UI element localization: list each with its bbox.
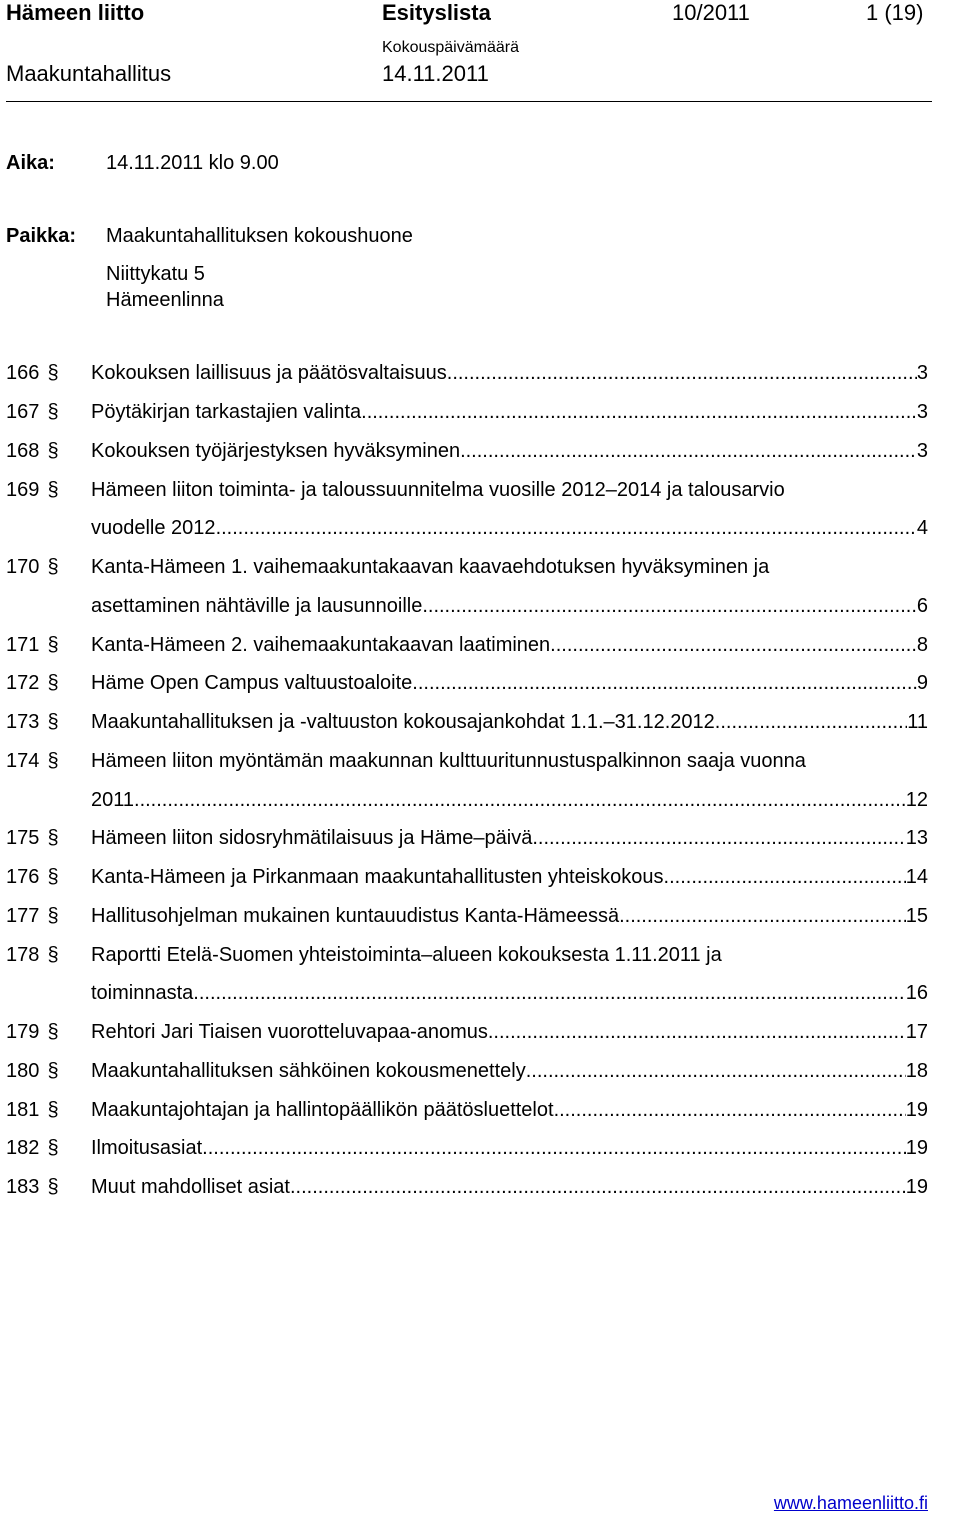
section-sign-icon: § (47, 672, 59, 694)
toc-item-page: 9 (916, 672, 928, 694)
section-sign-icon: § (47, 866, 59, 888)
section-sign-icon: § (47, 1099, 59, 1121)
toc-item-page: 3 (916, 401, 928, 423)
toc-item-title-cont: asettaminen nähtäville ja lausunnoille (91, 595, 423, 617)
toc-item[interactable] (91, 827, 928, 850)
dot-leader (550, 634, 917, 657)
toc-item-title[interactable]: Hämeen liiton myöntämän maakunnan kulttuuritunnustuspalkinnon saaja vuonna (91, 750, 806, 772)
section-sign-icon: § (47, 905, 59, 927)
section-sign-icon: § (47, 401, 59, 423)
toc-item-number: 179 (6, 1021, 40, 1043)
toc-item[interactable] (91, 866, 928, 889)
toc-item[interactable] (91, 362, 928, 385)
section-sign-icon: § (47, 1137, 59, 1159)
place-label: Paikka: (6, 225, 77, 247)
toc-item-page: 18 (905, 1060, 928, 1082)
page-indicator: 1 (19) (866, 0, 924, 25)
dot-leader (216, 517, 917, 540)
place-street: Niittykatu 5 (106, 263, 205, 285)
time-value: 14.11.2011 klo 9.00 (106, 152, 279, 174)
toc-item-number: 166 (6, 362, 40, 384)
document-number: 10/2011 (672, 0, 750, 25)
section-sign-icon: § (47, 1176, 59, 1198)
dot-leader (532, 827, 905, 850)
toc-item[interactable] (91, 982, 928, 1005)
toc-item-page: 4 (916, 517, 928, 539)
toc-item-title-cont: 2011 (91, 789, 135, 811)
section-sign-icon: § (47, 944, 59, 966)
website-link[interactable]: www.hameenliitto.fi (773, 1493, 928, 1513)
toc-item[interactable] (91, 517, 928, 540)
dot-leader (488, 1021, 906, 1044)
toc-item-number: 180 (6, 1060, 40, 1082)
dot-leader (664, 866, 906, 889)
toc-item[interactable] (91, 1137, 928, 1160)
toc-item-title: Hallitusohjelman mukainen kuntauudistus Kanta-Hämeessä (91, 905, 620, 927)
section-sign-icon: § (47, 362, 59, 384)
toc-item[interactable] (91, 1021, 928, 1044)
toc-item-page: 6 (916, 595, 928, 617)
toc-item-page: 19 (905, 1176, 928, 1198)
toc-item-number: 168 (6, 440, 40, 462)
document-type: Esityslista (382, 0, 491, 25)
toc-item-title: Kanta-Hämeen ja Pirkanmaan maakuntahallitusten yhteiskokous (91, 866, 664, 888)
dot-leader (202, 1137, 906, 1160)
toc-item-number: 170 (6, 556, 40, 578)
dot-leader (526, 1060, 906, 1083)
dot-leader (715, 711, 907, 734)
toc-item-number: 177 (6, 905, 40, 927)
dot-leader (361, 401, 917, 424)
toc-item-title: Hämeen liiton sidosryhmätilaisuus ja Häme–päivä (91, 827, 533, 849)
toc-item-page: 12 (905, 789, 928, 811)
place-city: Hämeenlinna (106, 289, 224, 311)
dot-leader (422, 595, 917, 618)
toc-item[interactable] (91, 634, 928, 657)
section-sign-icon: § (47, 440, 59, 462)
toc-item-title: Maakuntahallituksen sähköinen kokousmenettely (91, 1060, 526, 1082)
section-sign-icon: § (47, 634, 59, 656)
dot-leader (460, 440, 917, 463)
toc-item[interactable] (91, 672, 928, 695)
toc-item[interactable] (91, 905, 928, 928)
toc-item-page: 15 (905, 905, 928, 927)
toc-item-title: Pöytäkirjan tarkastajien valinta (91, 401, 362, 423)
toc-item-title[interactable]: Hämeen liiton toiminta- ja taloussuunnitelma vuosille 2012–2014 ja talousarvio (91, 479, 785, 501)
toc-item-page: 19 (905, 1137, 928, 1159)
dot-leader (193, 982, 905, 1005)
toc-item-title: Rehtori Jari Tiaisen vuorotteluvapaa-anomus (91, 1021, 488, 1043)
toc-item-number: 181 (6, 1099, 40, 1121)
toc-item-title: Häme Open Campus valtuustoaloite (91, 672, 413, 694)
dot-leader (619, 905, 906, 928)
date-label: Kokouspäivämäärä (382, 39, 519, 56)
toc-item-number: 178 (6, 944, 40, 966)
toc-item[interactable] (91, 789, 928, 812)
toc-item-page: 11 (907, 711, 928, 733)
toc-item-title: Maakuntahallituksen ja -valtuuston kokousajankohdat 1.1.–31.12.2012 (91, 711, 715, 733)
toc-item-title[interactable]: Kanta-Hämeen 1. vaihemaakuntakaavan kaavaehdotuksen hyväksyminen ja (91, 556, 770, 578)
toc-item-number: 182 (6, 1137, 40, 1159)
dot-leader (447, 362, 917, 385)
toc-item[interactable] (91, 711, 928, 734)
header-divider (6, 101, 932, 102)
toc-item-title: Kokouksen työjärjestyksen hyväksyminen (91, 440, 461, 462)
toc-item-title: Maakuntajohtajan ja hallintopäällikön päätösluettelot (91, 1099, 554, 1121)
toc-item-number: 183 (6, 1176, 40, 1198)
governing-body: Maakuntahallitus (6, 61, 172, 86)
place-room: Maakuntahallituksen kokoushuone (106, 225, 413, 247)
toc-item-number: 169 (6, 479, 40, 501)
dot-leader (554, 1099, 906, 1122)
toc-item-number: 171 (6, 634, 40, 656)
toc-item[interactable] (91, 595, 928, 618)
toc-item-page: 17 (905, 1021, 928, 1043)
toc-item-page: 3 (916, 440, 928, 462)
toc-item-page: 19 (905, 1099, 928, 1121)
toc-item[interactable] (91, 401, 928, 424)
toc-item-title: Kokouksen laillisuus ja päätösvaltaisuus (91, 362, 447, 384)
section-sign-icon: § (47, 556, 59, 578)
organization-name: Hämeen liitto (6, 0, 145, 25)
toc-item-number: 176 (6, 866, 40, 888)
toc-item-title: Ilmoitusasiat (91, 1137, 203, 1159)
toc-item-title: Muut mahdolliset asiat (91, 1176, 290, 1198)
section-sign-icon: § (47, 479, 59, 501)
toc-item-number: 167 (6, 401, 40, 423)
dot-leader (290, 1176, 906, 1199)
meeting-date: 14.11.2011 (382, 61, 489, 86)
toc-item[interactable] (91, 1060, 928, 1083)
toc-item-title: Kanta-Hämeen 2. vaihemaakuntakaavan laatiminen (91, 634, 551, 656)
time-label: Aika: (6, 152, 55, 174)
toc-item-page: 16 (905, 982, 928, 1004)
toc-item[interactable] (91, 1176, 928, 1199)
section-sign-icon: § (47, 711, 59, 733)
toc-item-page: 13 (905, 827, 928, 849)
section-sign-icon: § (47, 750, 59, 772)
toc-item-page: 8 (916, 634, 928, 656)
toc-item-page: 14 (905, 866, 928, 888)
dot-leader (134, 789, 906, 812)
toc-item-number: 172 (6, 672, 40, 694)
toc-item-title-cont: toiminnasta (91, 982, 194, 1004)
toc-item[interactable] (91, 1099, 928, 1122)
section-sign-icon: § (47, 1021, 59, 1043)
toc-item-page: 3 (916, 362, 928, 384)
toc-item-title-cont: vuodelle 2012 (91, 517, 216, 539)
toc-item-number: 175 (6, 827, 40, 849)
dot-leader (412, 672, 917, 695)
toc-item-number: 173 (6, 711, 40, 733)
section-sign-icon: § (47, 1060, 59, 1082)
section-sign-icon: § (47, 827, 59, 849)
toc-item-number: 174 (6, 750, 40, 772)
toc-item[interactable] (91, 440, 928, 463)
toc-item-title[interactable]: Raportti Etelä-Suomen yhteistoiminta–alueen kokouksesta 1.11.2011 ja (91, 944, 722, 966)
